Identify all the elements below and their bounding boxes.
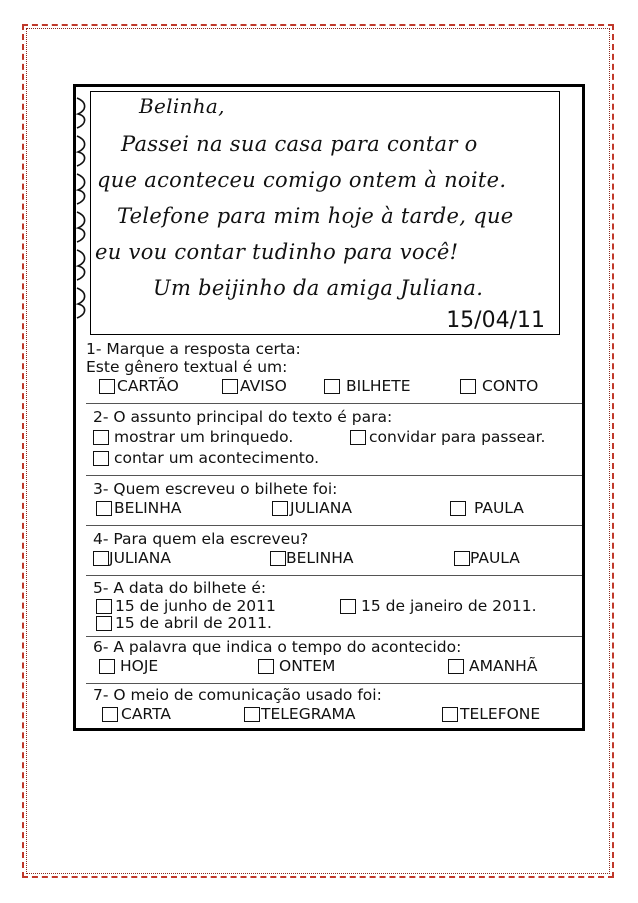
divider xyxy=(86,636,582,637)
q4-option-paula[interactable]: PAULA xyxy=(454,549,520,567)
q3-option-belinha[interactable]: BELINHA xyxy=(96,499,182,517)
question-6-prompt: 6- A palavra que indica o tempo do acontecido: xyxy=(93,638,462,656)
question-6 xyxy=(76,638,582,682)
q2-option-passear[interactable]: convidar para passear. xyxy=(350,428,545,446)
checkbox[interactable] xyxy=(270,551,286,566)
note-line-1: Passei na sua casa para contar o xyxy=(121,132,478,156)
question-3-prompt: 3- Quem escreveu o bilhete foi: xyxy=(93,480,338,498)
checkbox[interactable] xyxy=(340,599,356,614)
q5-option-abril[interactable]: 15 de abril de 2011. xyxy=(96,614,272,632)
question-3 xyxy=(76,479,582,525)
question-7 xyxy=(76,686,582,730)
checkbox[interactable] xyxy=(350,430,366,445)
divider xyxy=(86,403,582,404)
q5-option-junho[interactable]: 15 de junho de 2011 xyxy=(96,597,276,615)
q1-option-cartao[interactable]: CARTÃO xyxy=(99,377,179,395)
divider xyxy=(86,475,582,476)
question-1-prompt: 1- Marque a resposta certa: xyxy=(86,340,301,358)
q6-option-amanha[interactable]: AMANHÃ xyxy=(448,657,537,675)
q5-option-janeiro[interactable]: 15 de janeiro de 2011. xyxy=(340,597,537,615)
question-7-prompt: 7- O meio de comunicação usado foi: xyxy=(93,686,382,704)
q1-option-aviso[interactable]: AVISO xyxy=(222,377,287,395)
question-2-prompt: 2- O assunto principal do texto é para: xyxy=(93,408,393,426)
note-line-3: Telefone para mim hoje à tarde, que xyxy=(117,204,514,228)
checkbox[interactable] xyxy=(448,659,464,674)
q2-option-brinquedo[interactable]: mostrar um brinquedo. xyxy=(93,428,293,446)
question-1-subprompt: Este gênero textual é um: xyxy=(86,358,288,376)
checkbox[interactable] xyxy=(96,599,112,614)
question-4-prompt: 4- Para quem ela escreveu? xyxy=(93,530,309,548)
note-card xyxy=(90,91,560,335)
q7-option-telegrama[interactable]: TELEGRAMA xyxy=(244,705,355,723)
q6-option-ontem[interactable]: ONTEM xyxy=(258,657,335,675)
checkbox[interactable] xyxy=(454,551,470,566)
q7-option-carta[interactable]: CARTA xyxy=(102,705,171,723)
q7-option-telefone[interactable]: TELEFONE xyxy=(442,705,540,723)
checkbox[interactable] xyxy=(93,430,109,445)
checkbox[interactable] xyxy=(93,451,109,466)
note-line-4: eu vou contar tudinho para você! xyxy=(95,240,459,264)
note-line-2: que aconteceu comigo ontem à noite. xyxy=(97,168,507,192)
checkbox[interactable] xyxy=(324,379,340,394)
checkbox[interactable] xyxy=(102,707,118,722)
q4-option-juliana[interactable]: JULIANA xyxy=(93,549,171,567)
checkbox[interactable] xyxy=(96,501,112,516)
note-date: 15/04/11 xyxy=(446,308,545,333)
question-5-prompt: 5- A data do bilhete é: xyxy=(93,579,267,597)
spiral-binding-icon xyxy=(75,96,89,328)
question-1 xyxy=(76,339,582,405)
checkbox[interactable] xyxy=(93,551,109,566)
checkbox[interactable] xyxy=(99,379,115,394)
q3-option-juliana[interactable]: JULIANA xyxy=(272,499,352,517)
checkbox[interactable] xyxy=(450,501,466,516)
checkbox[interactable] xyxy=(244,707,260,722)
checkbox[interactable] xyxy=(460,379,476,394)
checkbox[interactable] xyxy=(258,659,274,674)
checkbox[interactable] xyxy=(442,707,458,722)
divider xyxy=(86,683,582,684)
worksheet xyxy=(73,84,585,731)
checkbox[interactable] xyxy=(222,379,238,394)
divider xyxy=(86,525,582,526)
question-2 xyxy=(76,407,582,473)
note-signature: Um beijinho da amiga Juliana. xyxy=(153,276,484,300)
q2-option-acontecimento[interactable]: contar um acontecimento. xyxy=(93,449,319,467)
checkbox[interactable] xyxy=(99,659,115,674)
checkbox[interactable] xyxy=(272,501,288,516)
question-4 xyxy=(76,529,582,575)
divider xyxy=(86,575,582,576)
question-5 xyxy=(76,579,582,637)
note-greeting: Belinha, xyxy=(139,94,225,118)
q3-option-paula[interactable]: PAULA xyxy=(450,499,524,517)
q1-option-bilhete[interactable]: BILHETE xyxy=(324,377,411,395)
q6-option-hoje[interactable]: HOJE xyxy=(99,657,158,675)
q1-option-conto[interactable]: CONTO xyxy=(460,377,538,395)
checkbox[interactable] xyxy=(96,616,112,631)
q4-option-belinha[interactable]: BELINHA xyxy=(270,549,354,567)
